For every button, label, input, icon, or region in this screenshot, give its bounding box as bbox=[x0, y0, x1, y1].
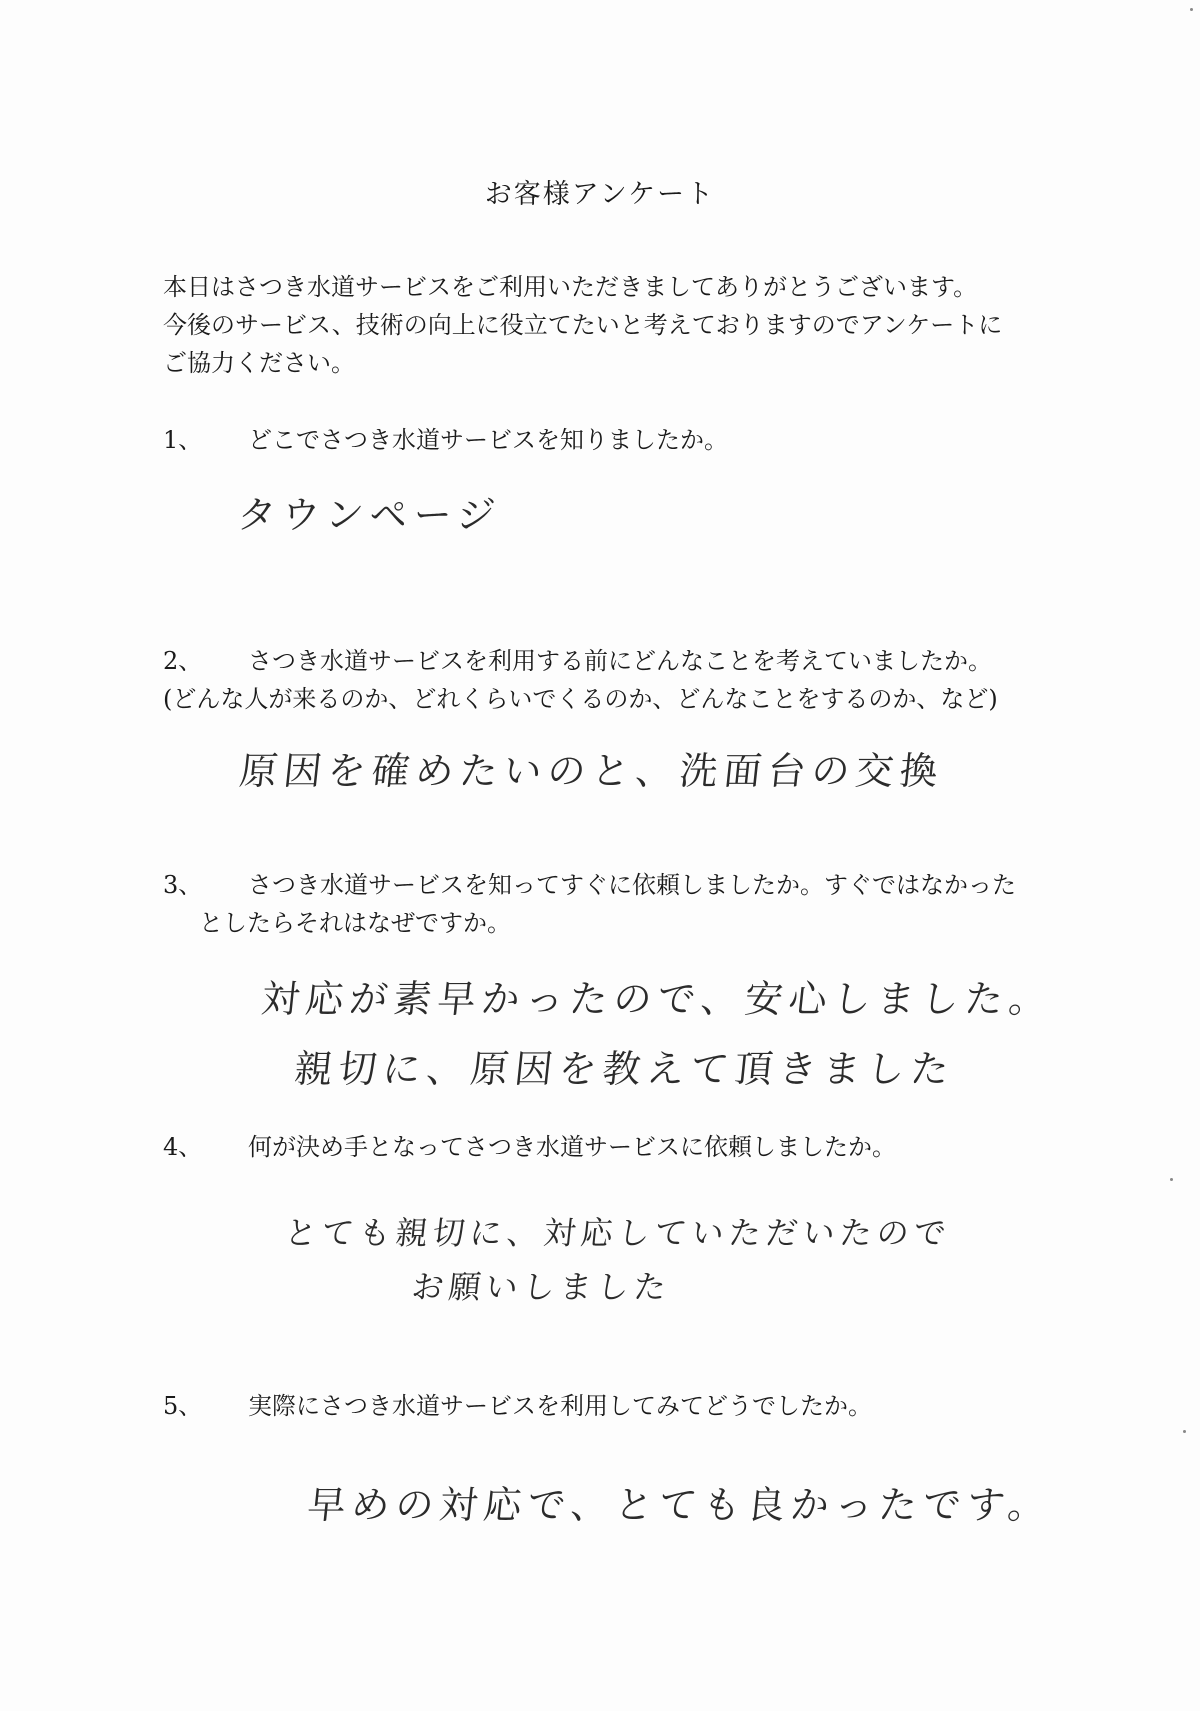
page-title: お客様アンケート bbox=[484, 179, 716, 210]
question-text: 実際にさつき水道サービスを利用してみてどうでしたか。 bbox=[248, 1392, 872, 1420]
intro-line: 今後のサービス、技術の向上に役立てたいと考えておりますのでアンケートに bbox=[163, 311, 1003, 339]
question-number: 1、 bbox=[163, 426, 203, 454]
question-subtext: (どんな人が来るのか、どれくらいでくるのか、どんなことをするのか、など) bbox=[163, 685, 998, 713]
handwritten-answer-4-line-1: とても親切に、対応していただいたので bbox=[282, 1214, 953, 1252]
handwritten-answer-3-line-2: 親切に、原因を教えて頂きました bbox=[292, 1047, 957, 1091]
intro-line: ご協力ください。 bbox=[163, 349, 355, 377]
question-text: どこでさつき水道サービスを知りましたか。 bbox=[248, 426, 728, 454]
question-number: 5、 bbox=[163, 1392, 203, 1420]
handwritten-answer-3-line-1: 対応が素早かったので、安心しました。 bbox=[259, 977, 1056, 1021]
scan-speck bbox=[1170, 1178, 1173, 1181]
question-number: 2、 bbox=[163, 647, 203, 675]
handwritten-answer-2: 原因を確めたいのと、洗面台の交換 bbox=[237, 749, 946, 793]
question-5 bbox=[163, 1387, 872, 1425]
question-number: 4、 bbox=[163, 1133, 203, 1161]
handwritten-answer-1: タウンページ bbox=[235, 493, 504, 537]
question-2 bbox=[163, 642, 998, 718]
question-3 bbox=[163, 866, 1016, 942]
handwritten-answer-5: 早めの対応で、とても良かったです。 bbox=[305, 1483, 1055, 1527]
question-1 bbox=[163, 421, 728, 459]
question-subtext: としたらそれはなぜですか。 bbox=[199, 909, 511, 937]
question-text: さつき水道サービスを知ってすぐに依頼しましたか。すぐではなかった bbox=[248, 871, 1016, 899]
question-number: 3、 bbox=[163, 871, 203, 899]
handwritten-answer-4-line-2: お願いしました bbox=[409, 1268, 673, 1306]
question-text: 何が決め手となってさつき水道サービスに依頼しましたか。 bbox=[248, 1133, 896, 1161]
question-4 bbox=[163, 1128, 896, 1166]
question-text: さつき水道サービスを利用する前にどんなことを考えていましたか。 bbox=[248, 647, 992, 675]
scan-speck bbox=[1183, 1430, 1186, 1433]
intro-text bbox=[163, 268, 1063, 382]
scan-speck bbox=[1190, 8, 1193, 11]
intro-line: 本日はさつき水道サービスをご利用いただきましてありがとうございます。 bbox=[163, 273, 978, 301]
